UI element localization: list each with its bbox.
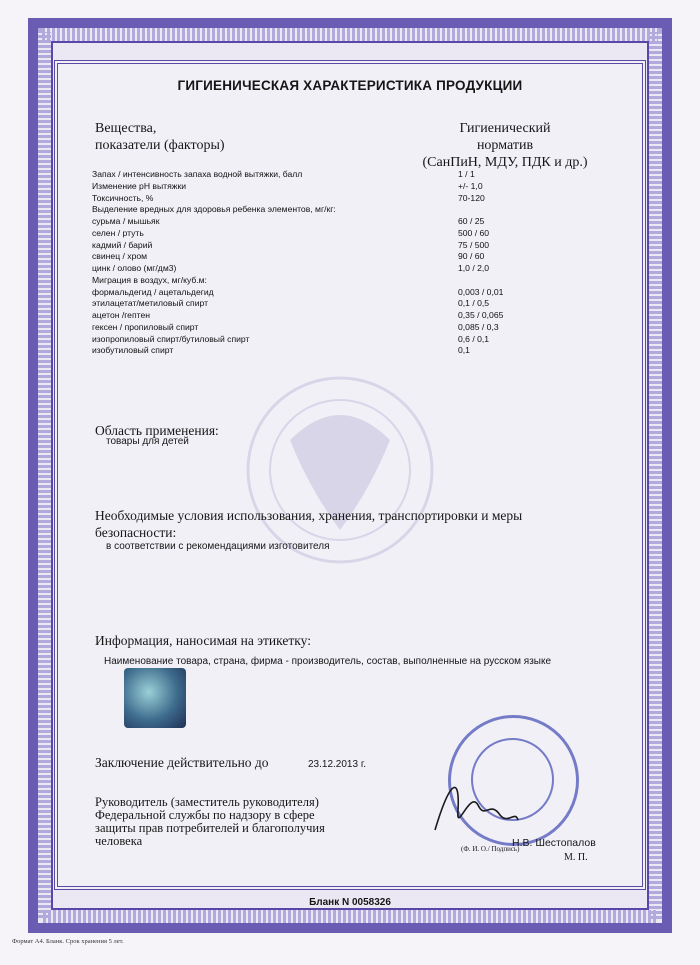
header-norm-line2: норматив [476,138,534,153]
blank-number: Бланк N 0058326 [309,897,391,908]
row-substance: Запах / интенсивность запаха водной вытяжки, балл [92,169,303,179]
row-norm-value: 0,1 / 0,5 [458,298,490,309]
row-norm-value: 0,1 [458,345,470,356]
table-row [92,192,485,203]
table-row [92,216,485,226]
row-substance: ацетон /гептен [92,310,150,320]
label-info-label: Информация, наносимая на этикетку: [95,633,311,648]
signatory-line4: человека [95,834,143,848]
row-norm-value: 90 / 60 [458,251,485,262]
table-row [92,169,475,179]
table-row [92,275,207,285]
validity-date: 23.12.2013 г. [308,759,367,770]
header-substances-line2: показатели (факторы) [95,138,225,153]
row-substance: Изменение рН вытяжки [92,180,187,191]
row-substance: гексен / пропиловый спирт [92,321,199,332]
row-substance: этилацетат/метиловый спирт [92,298,209,309]
signature [430,770,520,840]
table-row [92,310,504,320]
validity-label: Заключение действительно до [95,755,269,770]
row-substance: изобутиловый спирт [92,345,174,356]
signatory-line1: Руководитель (заместитель руководителя) [95,795,319,809]
header-substances [95,120,225,154]
signatory-caption: (Ф. И. О./ Подпись) [461,845,520,853]
row-norm-value: 60 / 25 [458,216,485,226]
signatory-line2: Федеральной службы по надзору в сфере [95,808,315,822]
emblem-watermark [210,370,470,570]
application-label: Область применения: [95,423,219,438]
row-substance: Токсичность, % [92,192,154,203]
conditions-label-line2: безопасности: [95,525,177,540]
row-norm-value: 0,35 / 0,065 [458,310,504,320]
table-row [92,286,504,297]
row-norm-value: 75 / 500 [458,239,490,250]
table-row [92,345,470,356]
row-norm-value: 0,003 / 0,01 [458,286,504,297]
signatory-title [95,796,325,848]
header-norm-line3: (СанПиН, МДУ, ПДК и др.) [422,155,588,170]
conditions-value: в соответствии с рекомендациями изготовителя [106,541,330,552]
signatory-line3: защиты прав потребителей и благополучия [95,821,325,835]
table-row [92,180,483,191]
label-info-value: Наименование товара, страна, фирма - производитель, состав, выполненные на русском языке [104,656,552,667]
row-substance: свинец / хром [92,251,148,262]
signatory-name: Н.В. Шестопалов [512,837,596,849]
row-norm-value: 1 / 1 [458,169,475,179]
table-row [92,204,336,214]
row-substance: цинк / олово (мг/дм3) [92,263,177,273]
row-substance: Выделение вредных для здоровья ребенка элементов, мг/кг: [92,204,336,215]
row-norm-value: 500 / 60 [458,227,490,238]
header-norm [395,120,615,171]
row-substance: формальдегид / ацетальдегид [92,286,214,297]
table-row [92,251,485,262]
row-substance: изопропиловый спирт/бутиловый спирт [92,333,250,344]
page-title: ГИГИЕНИЧЕСКАЯ ХАРАКТЕРИСТИКА ПРОДУКЦИИ [177,78,523,93]
table-row [92,333,490,344]
row-substance: Миграция в воздух, мг/куб.м: [92,274,207,285]
table-row [92,298,490,309]
footer-note: Формат А4. Бланк. Срок хранения 5 лет. [12,938,124,945]
table-row [92,227,490,238]
header-substances-line1: Вещества, [95,121,157,136]
table-row [92,263,490,273]
stamp-place: М. П. [564,852,588,863]
row-substance: сурьма / мышьяк [92,216,160,226]
application-value: товары для детей [106,436,189,447]
row-norm-value: 70-120 [458,192,485,203]
table-row [92,321,499,332]
row-norm-value: 0,6 / 0,1 [458,333,490,344]
header-norm-line1: Гигиенический [459,121,551,136]
hologram-logo [124,668,186,728]
row-substance: кадмий / барий [92,239,153,250]
row-norm-value: +/- 1,0 [458,180,483,191]
row-substance: селен / ртуть [92,227,144,238]
row-norm-value: 0,085 / 0,3 [458,321,499,332]
row-norm-value: 1,0 / 2,0 [458,263,490,273]
conditions-label-line1: Необходимые условия использования, хранения, транспортировки и меры [95,508,523,523]
table-row [92,239,490,250]
